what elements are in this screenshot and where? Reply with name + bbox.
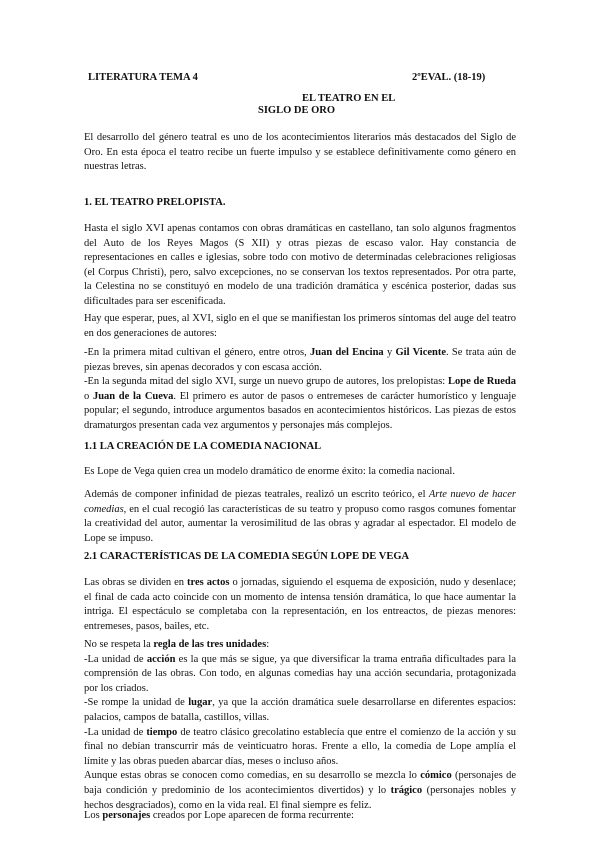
term-accion: acción — [146, 653, 176, 665]
section-1-paragraph-1: Hasta el siglo XVI apenas contamos con obras dramáticas en castellano, tan solo algunos fragmentos del Auto de los Reyes Magos (S XII) y otras piezas de escaso valor. Hay constancia de representaciones en calles e iglesias, sobre todo con motivo de determinadas celebraciones religiosas (el Corpus Christi), pero, salvo excepciones, no se conservan los textos representados. Por otra parte, la Celestina no se constituyó en modelo de una tradición dramática y escénica posterior, dadas sus dificultades para ser escenificada. — [84, 223, 516, 307]
term-personajes: personajes — [102, 810, 151, 821]
section-1-paragraph-4: -En la segunda mitad del siglo XVI, surge un nuevo grupo de autores, los prelopistas: Lope de Rueda o Juan de la Cueva. El primero es autor de pasos o entremeses de carácter humorístico y lenguaje popular; el segundo, introduce argumentos basados en acontecimientos históricos. Las piezas de estos dramaturgos presentan cada vez argumentos y personajes más complejos. — [84, 376, 516, 431]
section-1-heading: 1. EL TEATRO PRELOPISTA. — [84, 197, 226, 208]
unidad-accion: -La unidad de acción es la que más se sigue, ya que diversificar la trama entraña dificultades para la comprensión de las obras. Con todo, en algunas comedias hay una acción secundaria, protagonizada por los criados. — [84, 653, 516, 694]
title-line-1: EL TEATRO EN EL — [302, 93, 396, 104]
section-2-1-heading: 2.1 CARACTERÍSTICAS DE LA COMEDIA SEGÚN LOPE DE VEGA — [84, 551, 410, 562]
section-1-paragraph-3: -En la primera mitad cultivan el género, entre otros, Juan del Encina y Gil Vicente. Se trata aún de piezas breves, sin apenas decorados y con escasa acción. — [84, 347, 516, 373]
term-tragico: trágico — [390, 784, 423, 796]
term-tiempo: tiempo — [146, 726, 178, 738]
author-lope-de-rueda: Lope de Rueda — [448, 376, 516, 387]
author-juan-del-encina: Juan del Encina — [310, 347, 384, 358]
term-tres-actos: tres actos — [187, 577, 230, 588]
title-line-2: SIGLO DE ORO — [258, 105, 336, 116]
unidad-tiempo: -La unidad de tiempo de teatro clásico grecolatino establecía que entre el comienzo de la acción y su final no debían transcurrir más de veinticuatro horas. Frente a ello, la comedia de Lope amplía el límite y las obras pueden abarcar días, meses o incluso años. — [84, 726, 516, 767]
unidad-lugar: -Se rompe la unidad de lugar, ya que la acción dramática suele desarrollarse en diferentes espacios: palacios, campos de batalla, castillos, villas. — [84, 697, 516, 723]
section-2-1-unidades — [84, 638, 516, 813]
unidades-intro: No se respeta la regla de las tres unidades: — [84, 639, 270, 650]
term-tres-unidades: regla de las tres unidades — [153, 639, 267, 650]
comico-tragico: Aunque estas obras se conocen como comedias, en su desarrollo se mezcla lo cómico (personajes de baja condición y predominio de los acontecimientos divertidos) y lo trágico (personajes nobles y hechos desgraciados), como en la vida real. El final siempre es feliz. — [84, 770, 516, 811]
section-2-1-paragraph-1: Las obras se dividen en tres actos o jornadas, siguiendo el esquema de exposición, nudo y desenlace; el final de cada acto coincide con un momento de intensa tensión dramática, lo que hace aumentar la intriga. El espectáculo se completaba con la representación, en los entreactos, de piezas menores: entremeses, pasos, bailes, etc. — [84, 577, 516, 632]
work-arte-nuevo: Arte nuevo de hacer comedias — [84, 489, 516, 515]
term-comico: cómico — [420, 770, 452, 782]
author-gil-vicente: Gil Vicente — [395, 347, 447, 358]
header-right: 2ºEVAL. (18-19) — [412, 72, 486, 83]
author-juan-de-la-cueva: Juan de la Cueva — [92, 390, 174, 402]
intro-paragraph: El desarrollo del género teatral es uno de los acontecimientos literarios más destacados del Siglo de Oro. En esta época el teatro recibe un fuerte impulso y se establece definitivamente como género en nuestras letras. — [84, 132, 516, 173]
section-1-paragraph-2: Hay que esperar, pues, al XVI, siglo en el que se manifiestan los primeros síntomas del auge del teatro en dos generaciones de autores: — [84, 313, 516, 339]
section-1-1-paragraph-1: Es Lope de Vega quien crea un modelo dramático de enorme éxito: la comedia nacional. — [84, 466, 455, 477]
section-1-1-heading: 1.1 LA CREACIÓN DE LA COMEDIA NACIONAL — [84, 441, 322, 452]
term-lugar: lugar — [188, 697, 213, 709]
header-left: LITERATURA TEMA 4 — [88, 72, 198, 83]
section-1-1-paragraph-2: Además de componer infinidad de piezas teatrales, realizó un escrito teórico, el Arte nuevo de hacer comedias, en el cual recogió las características de su teatro y propuso como rasgos comunes fomentar la creatividad del autor, aumentar la verosimilitud de las obras y agradar al espectador. El modelo de Lope se impuso. — [84, 489, 516, 544]
section-2-1-paragraph-personajes: Los personajes creados por Lope aparecen de forma recurrente: — [84, 810, 354, 821]
